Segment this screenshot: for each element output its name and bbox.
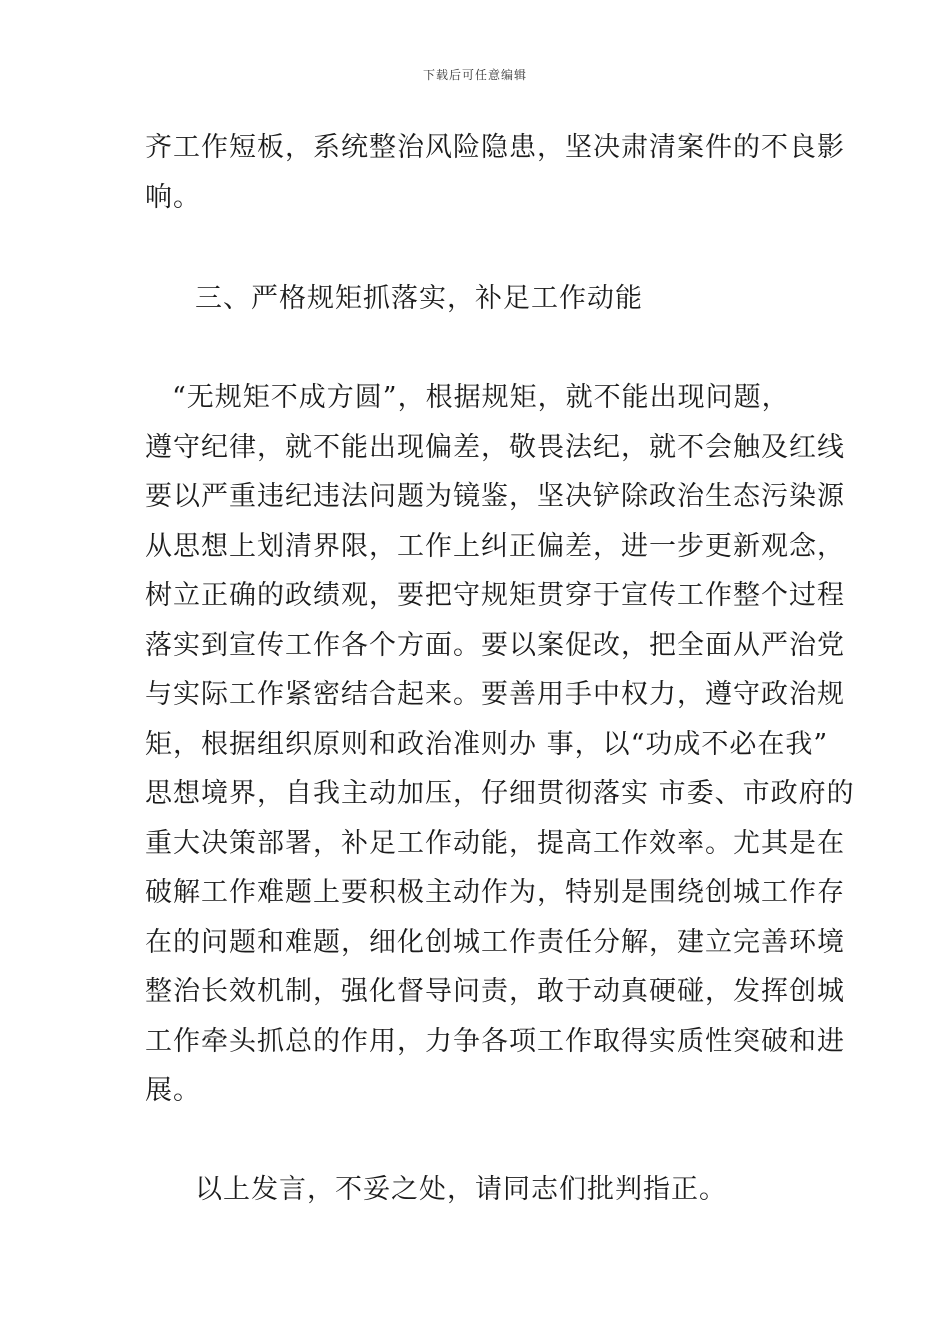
paragraph-line: 遵守纪律，就不能出现偏差，敬畏法纪，就不会触及红线 <box>145 432 845 463</box>
paragraph-line: 展。 <box>145 1075 201 1106</box>
paragraph-line: 矩，根据组织原则和政治准则办 事，以“功成不必在我” <box>145 729 829 760</box>
closing-remark: 以上发言，不妥之处，请同志们批判指正。 <box>195 1174 727 1205</box>
paragraph-line: “无规矩不成方圆”，根据规矩，就不能出现问题， <box>172 382 790 413</box>
paragraph-line: 在的问题和难题，细化创城工作责任分解，建立完善环境 <box>145 927 845 958</box>
section-heading: 三、严格规矩抓落实，补足工作动能 <box>195 283 643 314</box>
paragraph-line: 工作牵头抓总的作用，力争各项工作取得实质性突破和进 <box>145 1026 845 1057</box>
header-note: 下载后可任意编辑 <box>422 68 527 82</box>
paragraph-line: 树立正确的政绩观，要把守规矩贯穿于宣传工作整个过程 <box>145 580 845 611</box>
paragraph-line: 齐工作短板，系统整治风险隐患，坚决肃清案件的不良影 <box>145 132 845 163</box>
paragraph-line: 整治长效机制，强化督导问责，敢于动真硬碰，发挥创城 <box>145 976 845 1007</box>
paragraph-line: 从思想上划清界限，工作上纠正偏差，进一步更新观念， <box>145 531 845 562</box>
paragraph-line: 思想境界，自我主动加压，仔细贯彻落实 市委、市政府的 <box>145 778 855 809</box>
paragraph-line: 破解工作难题上要积极主动作为，特别是围绕创城工作存 <box>145 877 845 908</box>
paragraph-line: 重大决策部署，补足工作动能，提高工作效率。尤其是在 <box>145 828 845 859</box>
paragraph-line: 响。 <box>145 182 201 213</box>
paragraph-line: 与实际工作紧密结合起来。要善用手中权力，遵守政治规 <box>145 679 845 710</box>
paragraph-line: 要以严重违纪违法问题为镜鉴，坚决铲除政治生态污染源 <box>145 481 845 512</box>
paragraph-line: 落实到宣传工作各个方面。要以案促改，把全面从严治党 <box>145 630 845 661</box>
